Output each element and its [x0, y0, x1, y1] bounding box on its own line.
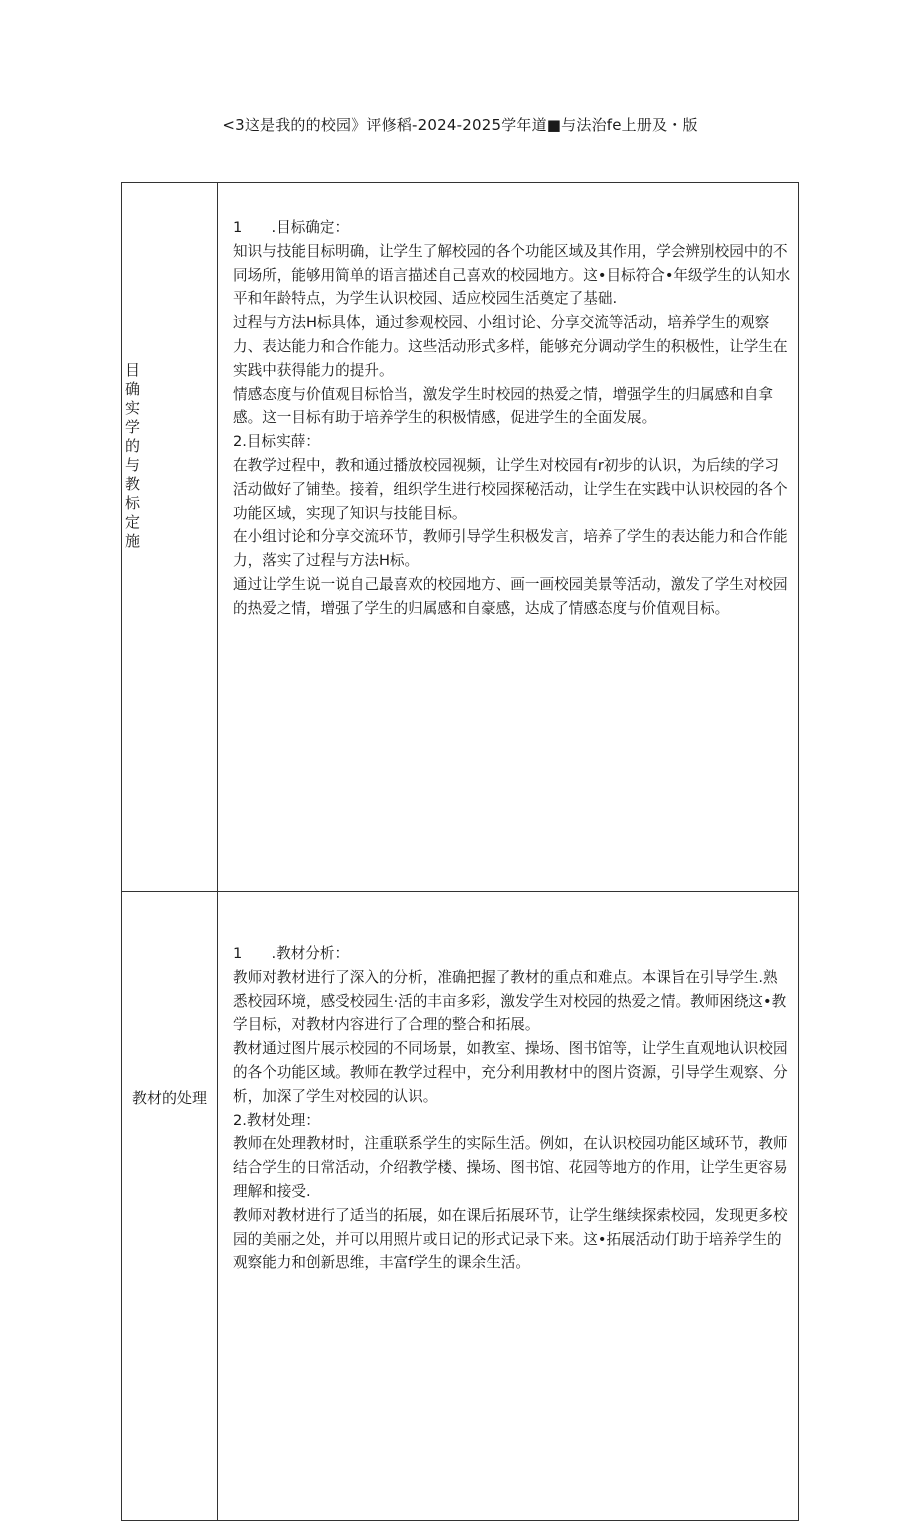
materials-paragraph: 教师对教材进行了适当的拓展，如在课后拓展环节，让学生继续探索校园，发现更多校园的美丽之处，并可以用照片或日记的形式记录下来。这•拓展活动仃助于培养学生的观察能力和创新思维，丰富f学生的课余生活。 [233, 1206, 788, 1272]
materials-paragraph: 教材通过图片展示校园的不同场景，如教室、操场、图书馆等，让学生直观地认识校园的各个功能区域。教师在教学过程中，充分利用教材中的图片资源，引导学生观察、分析，加深了学生对校园的认识。 [233, 1040, 788, 1105]
materials-heading-processing: 2.教材处理： [233, 1111, 320, 1129]
goals-label-cell [122, 183, 218, 892]
materials-label: 教材的处理 [131, 1089, 207, 1107]
goals-paragraph: 情感态度与价值观目标恰当，激发学生时校园的热爱之情，增强学生的归属感和自拿感。这一目标有助于培养学生的积极情感，促进学生的全面发展。 [233, 385, 773, 427]
materials-heading-analysis: 1 .教材分析： [233, 945, 350, 962]
goals-label: 目确实学的与教标定施 [125, 361, 141, 550]
goals-heading-confirm: 1 .目标确定： [233, 219, 350, 236]
goals-row [122, 183, 799, 892]
materials-content-cell [218, 892, 799, 1521]
goals-paragraph: 在小组讨论和分享交流环节，教师引导学生积极发言，培养了学生的表达能力和合作能力，落实了过程与方法H标。 [233, 528, 788, 570]
materials-paragraph: 教师对教材进行了深入的分析，准确把握了教材的重点和难点。本课旨在引导学生.熟悉校园环境，感受校园生·活的丰亩多彩，激发学生对校园的热爱之情。教师困绕这•教学目标，对教材内容进行了合理的整合和拓展。 [233, 968, 787, 1034]
materials-label-cell [122, 892, 218, 1521]
goals-paragraph: 过程与方法H标具体，通过参观校园、小组讨论、分享交流等活动，培养学生的观察力、表达能力和合作能力。这些活动形式多样，能够充分调动学生的积极性，让学生在实践中获得能力的提升。 [233, 314, 788, 379]
document-title: <3这是我的的校园》评修稻-2024-2025学年道■与法治fe上册及・版 [222, 116, 698, 134]
evaluation-table [121, 182, 799, 1521]
goals-heading-implement: 2.目标实薛： [233, 433, 320, 451]
goals-content-cell [218, 183, 799, 892]
goals-paragraph: 在教学过程中，教和通过播放校园视频，让学生对校园有r初步的认识，为后续的学习活动做好了铺垫。接着，组织学生进行校园探秘活动，让学生在实践中认识校园的各个功能区域，实现了知识与技能目标。 [233, 456, 788, 522]
materials-row [122, 892, 799, 1521]
goals-paragraph: 通过让学生说一说自己最喜欢的校园地方、画一画校园美景等活动，激发了学生对校园的热爱之情，增强了学生的归属感和自豪感，达成了情感态度与价值观目标。 [233, 575, 788, 617]
goals-paragraph: 知识与技能目标明确，让学生了解校园的各个功能区域及其作用，学会辨别校园中的不同场所，能够用简单的语言描述自己喜欢的校园地方。这•目标符合•年级学生的认知水平和年龄特点，为学生认识校园、适应校园生活奠定了基础. [233, 242, 791, 308]
materials-paragraph: 教师在处理教材时，注重联系学生的实际生活。例如，在认识校园功能区域环节，教师结合学生的日常活动，介绍教学楼、操场、图书馆、花园等地方的作用，让学生更容易理解和接受. [233, 1135, 788, 1200]
